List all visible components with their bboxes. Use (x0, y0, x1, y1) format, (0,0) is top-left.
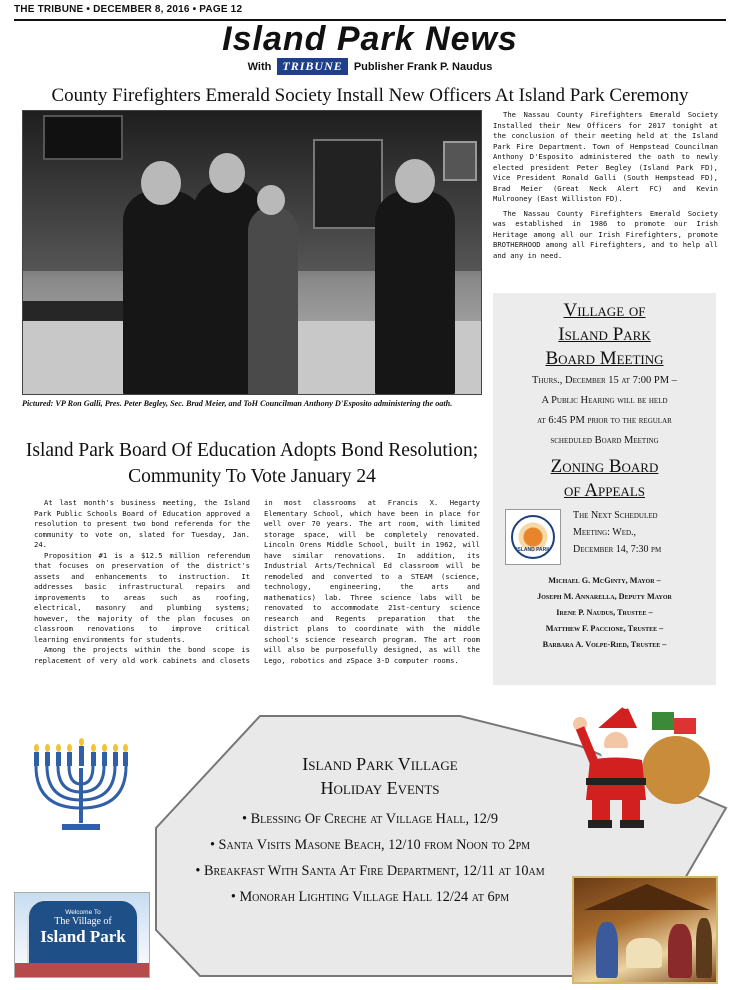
masthead-subtitle (150, 58, 590, 75)
welcome-sign-board (27, 899, 139, 971)
page-header-line: THE TRIBUNE • DECEMBER 8, 2016 • PAGE 12 (14, 4, 243, 15)
event-item: • Blessing Of Creche at Village Hall, 12/9 (120, 806, 620, 832)
events-title (240, 752, 520, 800)
photo-caption: Pictured: VP Ron Galli, Pres. Peter Begley, Sec. Brad Meier, and ToH Councilman Anthony D'Esposito administering the oath. (22, 399, 453, 408)
article-paragraph: The Nassau County Firefighters Emerald Society was established in 1986 to promote our Irish Heritage among all our Irish Firefighters, promote BROTHERHOOD among all Firefighters, and to help all and any in need. (493, 208, 718, 260)
emerald-society-article (493, 110, 718, 265)
public-hearing-line: scheduled Board Meeting (550, 435, 659, 446)
zoning-details (493, 503, 716, 565)
sidebar-title: Island Park (558, 324, 651, 345)
zoning-meeting-line: The Next Scheduled (573, 510, 658, 521)
village-board-sidebar (493, 293, 716, 685)
tribune-logo: TRIBUNE (277, 58, 347, 75)
official-item: Irene P. Naudus, Trustee – (556, 608, 653, 617)
board-meeting-date: Thurs., December 15 at 7:00 PM – (532, 375, 677, 386)
public-hearing-line: A Public Hearing will be held (541, 395, 668, 406)
zoning-title: of Appeals (563, 480, 645, 501)
sign-island-park-text: Island Park (40, 927, 126, 946)
village-seal-icon (505, 509, 561, 565)
bond-resolution-article (34, 498, 480, 713)
events-title-line: Holiday Events (320, 778, 440, 798)
event-item: • Monorah Lighting Village Hall 12/24 at 6pm (120, 884, 620, 910)
sidebar-title: Board Meeting (545, 348, 664, 369)
sidebar-title: Village of (563, 300, 646, 321)
sign-welcome-text: Welcome To (65, 909, 101, 916)
ceremony-photo (22, 110, 482, 395)
seal-lettering: ISLAND PARK (516, 547, 550, 553)
article-paragraph: Proposition #1 is a $12.5 million referendum that focuses on preservation of the district's assets and enhancements to instruction. It addresses basic infrastructural repairs and improvements to areas such as roofing, electrical, masonry and plumbing systems; however, the majority of the plan focuses on classroom renovations to improve critical learning environments for students. (34, 550, 250, 644)
masthead-publisher: Publisher Frank P. Naudus (353, 61, 493, 73)
headline-bond-resolution: Island Park Board Of Education Adopts Bond Resolution; Community To Vote January 24 (25, 440, 479, 487)
menorah-icon (26, 738, 136, 838)
zoning-title: Zoning Board (550, 456, 659, 477)
official-item: Matthew F. Paccione, Trustee – (545, 624, 664, 633)
public-hearing-line: at 6:45 PM prior to the regular (537, 415, 672, 426)
zoning-meeting-line: Meeting: Wed., (573, 527, 637, 538)
tv-icon (43, 115, 123, 160)
event-item: • Santa Visits Masone Beach, 12/10 from Noon to 2pm (120, 832, 620, 858)
masthead-title: Island Park News (222, 20, 518, 58)
zoning-meeting-line: December 14, 7:30 pm (573, 544, 662, 555)
officials-list (493, 573, 716, 653)
event-item: • Breakfast With Santa At Fire Department, 12/11 at 10am (120, 858, 620, 884)
santa-claus-icon (566, 700, 716, 830)
article-paragraph: Among the projects within the bond scope is replacement of very old work cabinets and closets in most classrooms at Francis X. Hegarty Elementary School, which have been in place for well over 70 years. The art room, with limited storage space, will be completely renovated. Lincoln Orens Middle School, built in 1962, will have similar renovations. In addition, its Industrial Arts/Technical Ed classroom will be remodeled and converted to a STEAM (science, technology, engineering, the arts and mathematics) lab. Three science labs will be renovated to accommodate 21st-century science research and Regents preparation that the district plans to coordinate with the middle school's science research program. The art room will also be purposefully designed, as will the Lego, robotics and zSpace 3-D computer rooms. (34, 498, 480, 665)
official-item: Michael G. McGinty, Mayor – (548, 576, 661, 585)
events-title-line: Island Park Village (302, 754, 458, 774)
masthead-with: With (247, 61, 272, 73)
official-item: Barbara A. Volpe-Ried, Trustee – (542, 640, 667, 649)
headline-emerald-society: County Firefighters Emerald Society Install New Officers At Island Park Ceremony (51, 85, 689, 106)
official-item: Joseph M. Annarella, Deputy Mayor (537, 592, 672, 601)
sign-village-text: The Village of (54, 916, 112, 927)
events-list (120, 806, 620, 910)
article-paragraph: At last month's business meeting, the Island Park Public Schools Board of Education approved a resolution to present two bond referenda for the community to vote on, slated for Tuesday, Jan. 24. (34, 498, 250, 549)
article-paragraph: The Nassau County Firefighters Emerald Society Installed their New Officers for 2017 tonight at the conclusion of their meeting held at the Island Park Fire Department. Town of Hempstead Councilman Anthony D'Esposito administered the oath to newly elected president Peter Begley (Island Park FD), Vice President Ronald Galli (South Hempstead FD), Brad Meier (Great Neck Alert FC) and Kevin Mulrooney (East Williston FD). (493, 110, 718, 203)
masthead (150, 20, 590, 75)
welcome-sign-photo (14, 892, 150, 978)
nativity-scene-image (572, 876, 718, 984)
